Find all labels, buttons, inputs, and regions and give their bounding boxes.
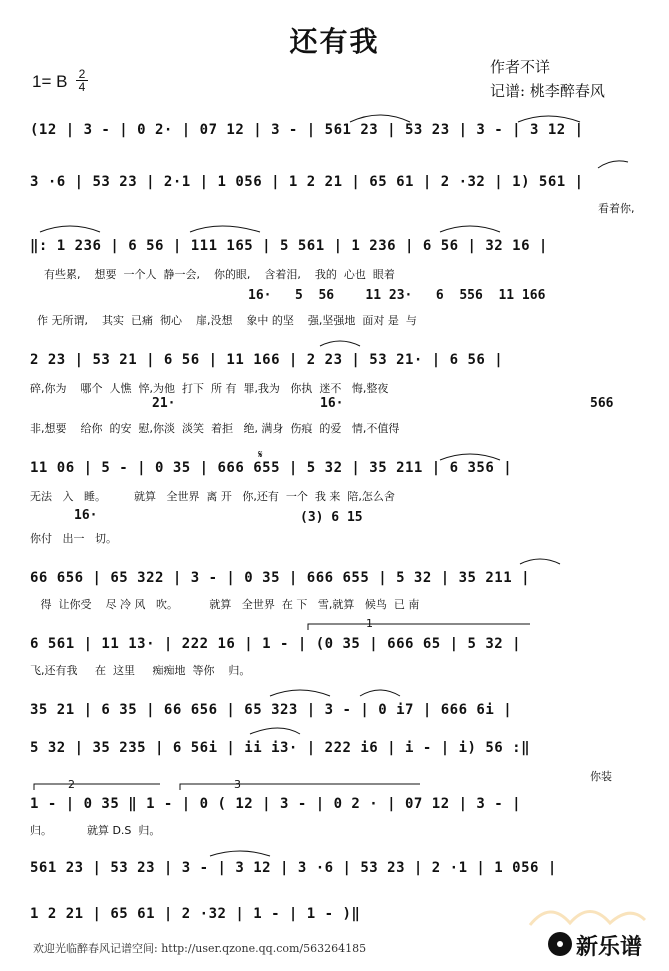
- notation-row-2: 3 ·6 | 53 23 | 2·1 | 1 056 | 1 2 21 | 65 61 | 2 ·32 | 1) 561 |: [30, 174, 584, 190]
- slur: [520, 559, 560, 564]
- lyric-line: 归。 就算 D.S 归。: [30, 824, 161, 837]
- second-voice-notes: 16· 5 56 11 23· 6 556 11 166: [248, 288, 546, 303]
- volta-bracket-3: [180, 784, 420, 790]
- lyric-line: 你装: [590, 770, 612, 783]
- slur: [210, 851, 270, 856]
- volta-3-label: 3: [234, 778, 241, 791]
- slur: [40, 226, 100, 232]
- record-disc-icon: [548, 932, 572, 956]
- volta-1-label: 1: [366, 617, 373, 630]
- slur: [190, 226, 260, 232]
- slur: [320, 341, 360, 346]
- meter-denominator: 4: [78, 80, 86, 94]
- footer-credit: 欢迎光临醉春风记谱空间: http://user.qzone.qq.com/563264185: [33, 942, 367, 955]
- slur: [440, 454, 500, 460]
- second-voice-notes: 21·: [152, 396, 176, 411]
- lyric-line: 作 无所谓, 其实 已痛 彻心 扉,没想 象中 的坚 强,坚强地 面对 是 与: [30, 314, 417, 327]
- key-signature: 1= B: [32, 72, 68, 91]
- lyric-line: 有些累, 想要 一个人 静一会, 你的眼, 含着泪, 我的 心也 眼着: [30, 268, 395, 281]
- lyric-line: 你付 出一 切。: [30, 532, 117, 545]
- slur: [440, 226, 500, 232]
- notation-row-9: 5 32 | 35 235 | 6 56i | ii i3· | 222 i6 | i - | i) 56 :‖: [30, 740, 531, 756]
- lyric-line: 碎,你为 哪个 人憔 悴,为他 打下 所 有 罪,我为 你执 迷不 悔,整夜: [30, 382, 389, 395]
- slur: [360, 690, 400, 696]
- slur: [250, 728, 300, 734]
- logo-text: 新乐谱: [576, 935, 643, 960]
- notation-row-4: 2 23 | 53 21 | 6 56 | 11 166 | 2 23 | 53 21· | 6 56 |: [30, 352, 504, 368]
- second-voice-notes: 16·: [320, 396, 344, 411]
- slur: [598, 161, 628, 168]
- lyric-line: 看着你,: [598, 202, 635, 215]
- lyric-line: 无法 入 睡。 就算 全世界 离 开 你,还有 一个 我 来 陪,怎么舍: [30, 490, 395, 503]
- transcriber-credit: 记谱: 桃李醉春风: [490, 82, 605, 100]
- volta-2-label: 2: [68, 778, 75, 791]
- author-credit: 作者不详: [490, 58, 551, 76]
- second-voice-notes: 16·: [74, 508, 98, 523]
- slur: [270, 690, 330, 696]
- lyric-line: 得 让你受 尽 冷 风 吹。 就算 全世界 在 下 雪,就算 候鸟 已 南: [30, 598, 420, 611]
- volta-bracket-2: [34, 784, 160, 790]
- volta-bracket-1: [308, 624, 530, 630]
- slur: [518, 116, 580, 122]
- notation-row-8: 35 21 | 6 35 | 66 656 | 65 323 | 3 - | 0 i7 | 666 6i |: [30, 702, 513, 718]
- notation-row-7: 6 561 | 11 13· | 222 16 | 1 - | (0 35 | 666 65 | 5 32 |: [30, 636, 522, 652]
- notation-row-10: 1 - | 0 35 ‖ 1 - | 0 ( 12 | 3 - | 0 2 · | 07 12 | 3 - |: [30, 796, 522, 812]
- lyric-line: 非,想要 给你 的安 慰,你淡 淡笑 着拒 绝, 满身 伤痕 的爱 情,不值得: [30, 422, 400, 435]
- segno-icon: 𝄋: [258, 448, 263, 461]
- notation-row-11: 561 23 | 53 23 | 3 - | 3 12 | 3 ·6 | 53 23 | 2 ·1 | 1 056 |: [30, 860, 557, 876]
- second-voice-notes: (3) 6 15: [300, 510, 363, 525]
- notation-row-6: 66 656 | 65 322 | 3 - | 0 35 | 666 655 | 5 32 | 35 211 |: [30, 570, 531, 586]
- slur: [350, 115, 410, 122]
- notation-row-5: 11 06 | 5 - | 0 35 | 666 655 | 5 32 | 35 211 | 6 356 |: [30, 460, 513, 476]
- notation-row-12: 1 2 21 | 65 61 | 2 ·32 | 1 - | 1 - )‖: [30, 906, 361, 922]
- site-logo[interactable]: [548, 928, 660, 962]
- meter-numerator: 2: [76, 68, 88, 81]
- notation-row-1: (12 | 3 - | 0 2· | 07 12 | 3 - | 561 23 | 53 23 | 3 - | 3 12 |: [30, 122, 584, 138]
- song-title: 还有我: [289, 25, 380, 58]
- second-voice-notes: 566: [590, 396, 614, 411]
- lyric-line: 飞,还有我 在 这里 痴痴地 等你 归。: [30, 664, 251, 677]
- notation-row-3: ‖: 1 236 | 6 56 | 111 165 | 5 561 | 1 236 | 6 56 | 32 16 |: [30, 238, 548, 254]
